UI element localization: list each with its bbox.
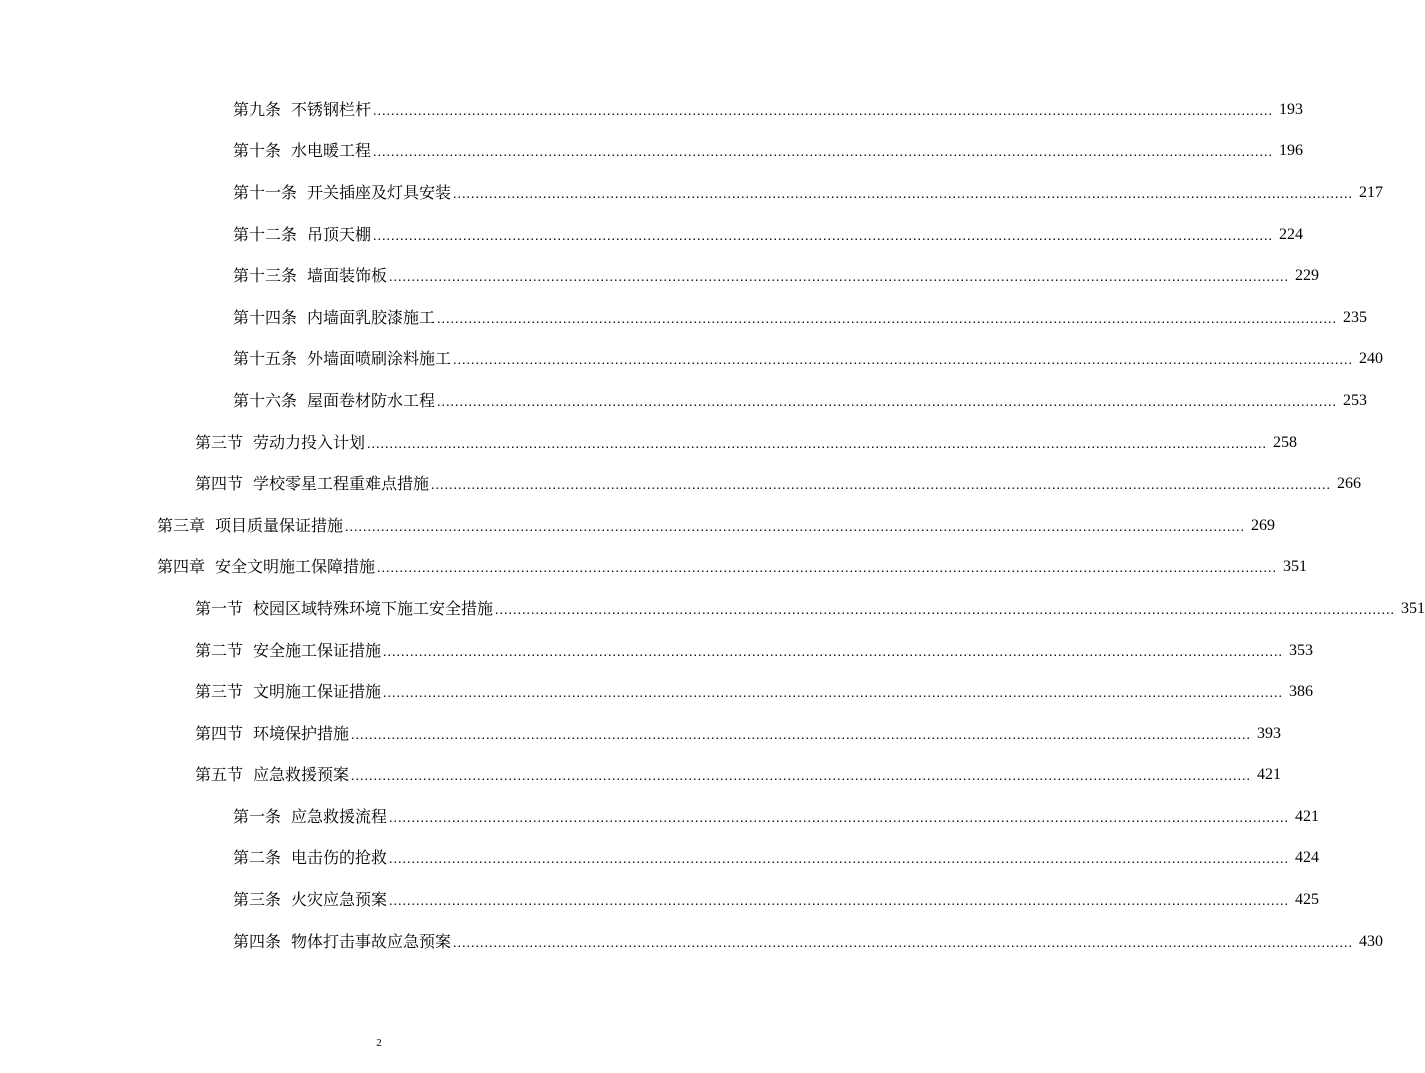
toc-entry-number: 第四节 <box>195 474 244 494</box>
toc-entry-title: 水电暖工程 <box>291 141 372 161</box>
toc-entry[interactable] <box>0 380 1368 422</box>
toc-entry[interactable] <box>0 671 1314 713</box>
toc-dot-leader: ........................................................................................................................................................................................................ <box>453 353 1354 369</box>
toc-entry-label <box>195 682 381 702</box>
toc-dot-leader: ........................................................................................................................................................................................................ <box>345 519 1246 535</box>
toc-entry-page: 424 <box>1295 849 1320 867</box>
toc-entry-number: 第二节 <box>195 640 244 660</box>
toc-dot-leader: ........................................................................................................................................................................................................ <box>389 894 1290 910</box>
toc-entry-label <box>157 557 375 577</box>
toc-entry[interactable] <box>0 755 1282 797</box>
toc-entry-page: 196 <box>1279 142 1304 160</box>
toc-entry-page: 269 <box>1251 516 1276 534</box>
toc-entry-label <box>195 765 349 785</box>
toc-entry-number: 第三条 <box>233 890 282 910</box>
toc-entry-label <box>195 641 381 661</box>
toc-dot-leader: ........................................................................................................................................................................................................ <box>389 852 1290 868</box>
toc-entry[interactable] <box>0 879 1320 921</box>
toc-entry-page: 351 <box>1401 599 1425 617</box>
toc-entry[interactable] <box>0 838 1320 880</box>
toc-entry[interactable] <box>0 505 1276 547</box>
toc-entry-title: 安全文明施工保障措施 <box>215 557 376 577</box>
toc-entry[interactable] <box>0 547 1308 589</box>
toc-entry[interactable] <box>0 422 1298 464</box>
toc-dot-leader: ........................................................................................................................................................................................................ <box>389 270 1290 286</box>
toc-entry[interactable] <box>0 255 1320 297</box>
toc-dot-leader: ........................................................................................................................................................................................................ <box>437 311 1338 327</box>
toc-entry-label <box>233 349 451 369</box>
toc-entry-label <box>233 391 435 411</box>
toc-entry-title: 应急救援流程 <box>291 806 388 826</box>
toc-entry[interactable] <box>0 297 1368 339</box>
toc-entry-label <box>195 599 493 619</box>
toc-entry-number: 第四章 <box>157 557 206 577</box>
toc-entry-title: 应急救援预案 <box>253 765 350 785</box>
toc-entry-page: 421 <box>1257 766 1282 784</box>
toc-entry-title: 墙面装饰板 <box>307 266 388 286</box>
toc-dot-leader: ........................................................................................................................................................................................................ <box>495 602 1396 618</box>
toc-entry-number: 第二条 <box>233 848 282 868</box>
toc-entry[interactable] <box>0 89 1304 131</box>
toc-entry-label <box>233 266 387 286</box>
toc-entry-label <box>195 724 349 744</box>
table-of-contents <box>0 89 1425 962</box>
toc-dot-leader: ........................................................................................................................................................................................................ <box>383 686 1284 702</box>
toc-entry-label <box>233 890 387 910</box>
toc-entry-number: 第四节 <box>195 723 244 743</box>
toc-entry[interactable] <box>0 131 1304 173</box>
toc-entry-number: 第十六条 <box>233 390 298 410</box>
toc-entry-number: 第十四条 <box>233 307 298 327</box>
toc-dot-leader: ........................................................................................................................................................................................................ <box>383 644 1284 660</box>
toc-entry-page: 193 <box>1279 100 1304 118</box>
page-number: 2 <box>376 1037 382 1049</box>
toc-entry-page: 258 <box>1273 433 1298 451</box>
toc-entry-label <box>233 225 371 245</box>
toc-entry-number: 第十五条 <box>233 349 298 369</box>
toc-entry-page: 421 <box>1295 807 1320 825</box>
toc-entry-label <box>233 807 387 827</box>
toc-entry-number: 第一节 <box>195 598 244 618</box>
toc-entry-title: 电击伤的抢救 <box>291 848 388 868</box>
toc-entry[interactable] <box>0 588 1425 630</box>
toc-entry-page: 386 <box>1289 683 1314 701</box>
toc-dot-leader: ........................................................................................................................................................................................................ <box>351 727 1252 743</box>
toc-entry-number: 第四条 <box>233 931 282 951</box>
toc-entry-number: 第三章 <box>157 515 206 535</box>
toc-entry-label <box>233 848 387 868</box>
toc-entry-label <box>233 183 451 203</box>
toc-dot-leader: ........................................................................................................................................................................................................ <box>351 769 1252 785</box>
toc-dot-leader: ........................................................................................................................................................................................................ <box>453 186 1354 202</box>
toc-entry-page: 353 <box>1289 641 1314 659</box>
toc-entry[interactable] <box>0 339 1384 381</box>
toc-entry-label <box>233 100 371 120</box>
toc-dot-leader: ........................................................................................................................................................................................................ <box>373 145 1274 161</box>
toc-entry[interactable] <box>0 796 1320 838</box>
toc-entry-page: 430 <box>1359 932 1384 950</box>
toc-entry-page: 266 <box>1337 475 1362 493</box>
toc-entry-page: 425 <box>1295 891 1320 909</box>
toc-entry[interactable] <box>0 713 1282 755</box>
toc-entry-number: 第十三条 <box>233 266 298 286</box>
toc-entry-title: 项目质量保证措施 <box>215 515 344 535</box>
toc-entry-title: 物体打击事故应急预案 <box>291 931 452 951</box>
toc-entry-number: 第三节 <box>195 432 244 452</box>
toc-entry-number: 第三节 <box>195 682 244 702</box>
toc-entry-label <box>233 308 435 328</box>
toc-entry[interactable] <box>0 172 1384 214</box>
toc-entry-page: 253 <box>1343 391 1368 409</box>
toc-dot-leader: ........................................................................................................................................................................................................ <box>453 935 1354 951</box>
toc-entry[interactable] <box>0 214 1304 256</box>
toc-entry-title: 学校零星工程重难点措施 <box>253 474 430 494</box>
toc-entry-page: 235 <box>1343 308 1368 326</box>
toc-entry-title: 屋面卷材防水工程 <box>307 390 436 410</box>
toc-dot-leader: ........................................................................................................................................................................................................ <box>373 228 1274 244</box>
toc-entry-page: 229 <box>1295 267 1320 285</box>
toc-entry-title: 校园区域特殊环境下施工安全措施 <box>253 598 494 618</box>
toc-dot-leader: ........................................................................................................................................................................................................ <box>431 478 1332 494</box>
toc-entry-page: 351 <box>1283 558 1308 576</box>
toc-entry-title: 文明施工保证措施 <box>253 682 382 702</box>
toc-entry-number: 第九条 <box>233 99 282 119</box>
toc-entry-label <box>195 433 365 453</box>
toc-dot-leader: ........................................................................................................................................................................................................ <box>389 810 1290 826</box>
toc-entry-title: 安全施工保证措施 <box>253 640 382 660</box>
toc-entry-number: 第十条 <box>233 141 282 161</box>
toc-entry-title: 内墙面乳胶漆施工 <box>307 307 436 327</box>
toc-entry[interactable] <box>0 921 1384 963</box>
toc-entry-title: 火灾应急预案 <box>291 890 388 910</box>
toc-entry-page: 393 <box>1257 724 1282 742</box>
toc-dot-leader: ........................................................................................................................................................................................................ <box>373 103 1274 119</box>
toc-entry-title: 劳动力投入计划 <box>253 432 366 452</box>
toc-entry-number: 第十一条 <box>233 182 298 202</box>
toc-entry-number: 第一条 <box>233 806 282 826</box>
toc-dot-leader: ........................................................................................................................................................................................................ <box>367 436 1268 452</box>
toc-entry-label <box>233 141 371 161</box>
toc-entry-title: 开关插座及灯具安装 <box>307 182 452 202</box>
toc-entry-number: 第十二条 <box>233 224 298 244</box>
toc-entry-label <box>233 932 451 952</box>
toc-entry-title: 外墙面喷刷涂料施工 <box>307 349 452 369</box>
toc-entry-title: 不锈钢栏杆 <box>291 99 372 119</box>
toc-dot-leader: ........................................................................................................................................................................................................ <box>437 394 1338 410</box>
toc-entry-label <box>195 474 429 494</box>
toc-entry-page: 217 <box>1359 183 1384 201</box>
toc-entry-page: 240 <box>1359 350 1384 368</box>
toc-entry-page: 224 <box>1279 225 1304 243</box>
toc-entry-title: 环境保护措施 <box>253 723 350 743</box>
toc-entry[interactable] <box>0 463 1362 505</box>
toc-entry[interactable] <box>0 630 1314 672</box>
toc-dot-leader: ........................................................................................................................................................................................................ <box>377 561 1278 577</box>
toc-entry-title: 吊顶天棚 <box>307 224 372 244</box>
toc-entry-number: 第五节 <box>195 765 244 785</box>
toc-entry-label <box>157 516 343 536</box>
